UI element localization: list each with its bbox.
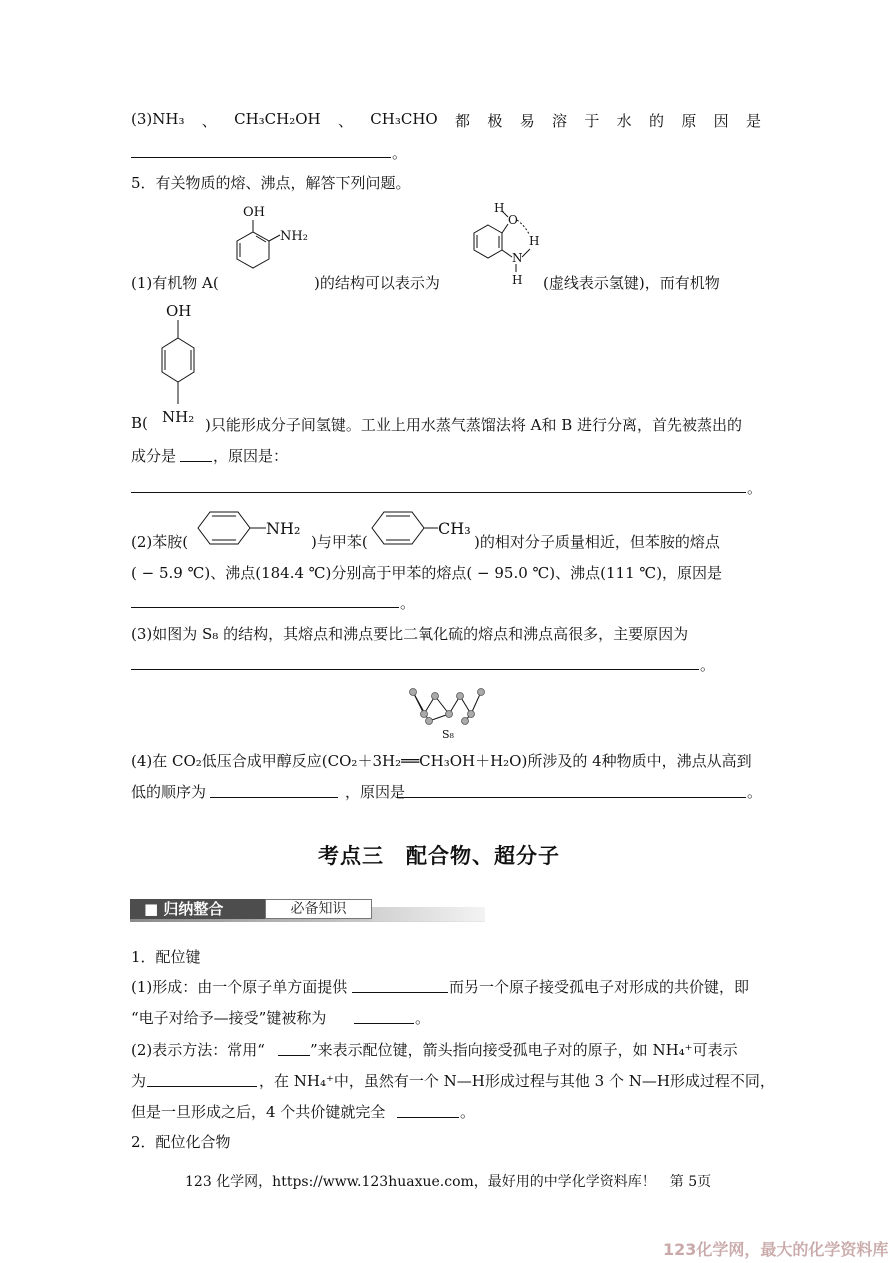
period: 。 [460, 1103, 476, 1121]
q5-1-text: )只能形成分子间氢键。工业上用水蒸气蒸馏法将 A和 B 进行分离，首先被蒸出的 [205, 416, 743, 434]
q5-4-text: 低的顺序为 [131, 783, 207, 801]
q3-line [131, 110, 761, 131]
answer-blank[interactable] [398, 797, 746, 798]
q5-2-text: )的相对分子质量相近，但苯胺的熔点 [474, 533, 720, 551]
period: 。 [747, 479, 763, 497]
coord-text: 而另一个原子接受孤电子对形成的共价键，即 [449, 978, 750, 996]
coord-heading: 1．配位键 [131, 948, 201, 966]
coord-text: 为 [131, 1072, 147, 1090]
q3-word: (3)NH₃ [131, 110, 185, 128]
answer-blank[interactable] [131, 607, 399, 608]
banner-label: ■ 归纳整合 [130, 899, 265, 919]
coord-heading: 2．配位化合物 [131, 1133, 231, 1151]
coord-text: ，在 NH₄⁺中，虽然有一个 N—H形成过程与其他 3 个 N—H形成过程不同， [259, 1072, 775, 1090]
q5-2-text: (2)苯胺( [131, 533, 189, 551]
q5-2-text: ( − 5.9 ℃)、沸点(184.4 ℃)分别高于甲苯的熔点( − 95.0 ℃)、沸点(111 ℃)，原因是 [131, 564, 723, 582]
period: 。 [415, 1009, 431, 1027]
period: 。 [747, 783, 763, 801]
h-label: H [529, 234, 540, 248]
coord-text: (1)形成：由一个原子单方面提供 [131, 978, 348, 996]
coord-text: (2)表示方法：常用“ [131, 1041, 265, 1059]
q3-word: 极 [487, 112, 503, 130]
answer-blank[interactable] [180, 461, 212, 462]
q3-word: 于 [584, 112, 600, 130]
q5-4-text: (4)在 CO₂低压合成甲醇反应(CO₂＋3H₂══CH₃OH＋H₂O)所涉及的 4种物质中，沸点从高到 [131, 752, 752, 770]
coord-text: “电子对给予—接受”键被称为 [131, 1009, 327, 1027]
q3-word: CH₃CHO [370, 110, 438, 128]
site-watermark: 123化学网，最大的化学资料库 [663, 1240, 889, 1259]
nh2-label: NH₂ [266, 519, 301, 538]
answer-blank[interactable] [131, 669, 699, 670]
ch3-label: CH₃ [438, 519, 471, 538]
q5-3-text: (3)如图为 S₈ 的结构，其熔点和沸点要比二氧化硫的熔点和沸点高很多，主要原因为 [131, 625, 689, 643]
q5-1-text: B( [131, 414, 148, 432]
answer-blank[interactable] [131, 157, 391, 158]
period: 。 [700, 656, 716, 674]
toluene-structure [366, 506, 476, 551]
q3-word: 、 [201, 112, 217, 130]
answer-blank[interactable] [210, 797, 338, 798]
answer-blank[interactable] [397, 1117, 459, 1118]
q5-1-text: (1)有机物 A( [131, 274, 219, 292]
h-label: H [512, 273, 523, 287]
answer-blank[interactable] [147, 1086, 257, 1087]
q3-word: 溶 [552, 112, 568, 130]
q3-word: 的 [649, 112, 665, 130]
page-footer: 123 化学网，https://www.123huaxue.com，最好用的中学化学资料库！ 第 5页 [185, 1174, 712, 1190]
q5-2-text: )与甲苯( [311, 533, 368, 551]
coord-text: ”来表示配位键，箭头指向接受孤电子对的原子，如 NH₄⁺可表示 [310, 1041, 738, 1059]
nh2-label: NH₂ [280, 229, 308, 244]
answer-blank[interactable] [278, 1055, 310, 1056]
q3-word: CH₃CH₂OH [234, 110, 321, 128]
coord-text: 但是一旦形成之后，4 个共价键就完全 [131, 1103, 386, 1121]
h-bond-structure [468, 200, 548, 290]
q5-1-text: 成分是 [131, 447, 177, 465]
answer-blank[interactable] [354, 1023, 414, 1024]
q3-word: 水 [616, 112, 632, 130]
oh-label: OH [166, 302, 192, 320]
q3-word: 易 [519, 112, 535, 130]
answer-blank[interactable] [352, 992, 448, 993]
n-label: N [512, 251, 523, 265]
q3-word: 都 [455, 112, 471, 130]
q3-word: 因 [713, 112, 729, 130]
section-banner [130, 897, 485, 923]
aniline-structure [186, 506, 311, 551]
q3-word: 、 [337, 112, 353, 130]
s8-structure [405, 680, 490, 742]
section-title: 考点三 配合物、超分子 [318, 844, 560, 868]
nh2-label: NH₂ [162, 408, 195, 426]
structure-a [225, 200, 315, 275]
banner-fade [370, 907, 485, 921]
question-5-intro: 5．有关物质的熔、沸点，解答下列问题。 [131, 174, 411, 192]
oh-label: OH [243, 205, 265, 220]
period: 。 [392, 144, 408, 162]
banner-sublabel: 必备知识 [265, 899, 372, 919]
h-label: H [494, 201, 505, 215]
q5-1-text: (虚线表示氢键)，而有机物 [543, 274, 720, 292]
q3-word: 原 [681, 112, 697, 130]
q5-4-text: ，原因是 [345, 783, 406, 801]
answer-blank[interactable] [131, 492, 746, 493]
structure-b [148, 300, 208, 435]
s8-label: S₈ [442, 728, 454, 741]
q5-1-text: )的结构可以表示为 [314, 274, 440, 292]
q5-1-text: ，原因是： [213, 447, 289, 465]
q3-word: 是 [745, 112, 761, 130]
o-label: O [508, 213, 518, 227]
period: 。 [400, 594, 416, 612]
